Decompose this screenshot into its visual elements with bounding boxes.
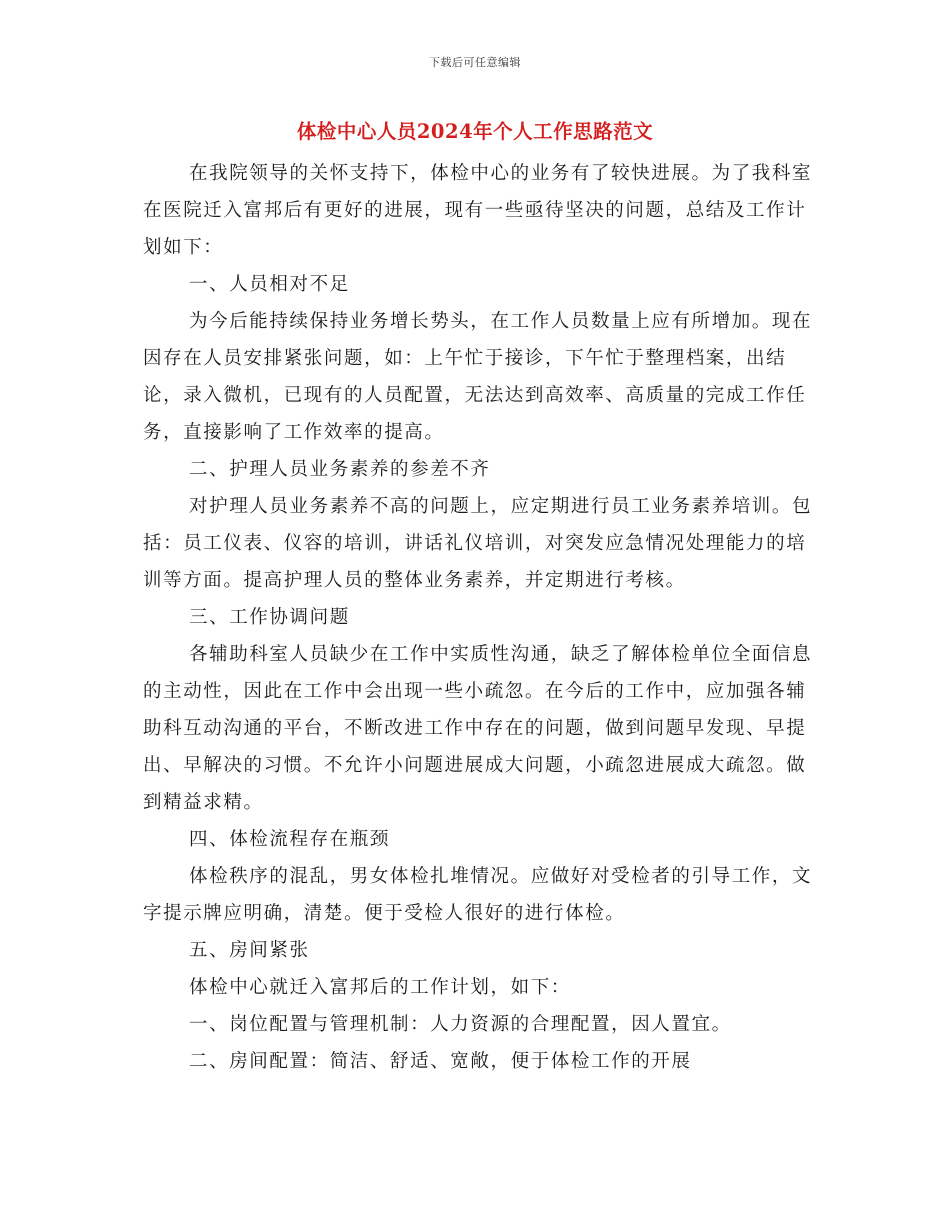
plan-item-1: 一、岗位配置与管理机制：人力资源的合理配置，因人置宜。 xyxy=(189,1014,732,1035)
paragraph-staff-shortage: 为今后能持续保持业务增长势头，在工作人员数量上应有所增加。现在因存在人员安排紧张问题，如：上午忙于接诊，下午忙于整理档案，出结论，录入微机，已现有的人员配置，无法达到高效率、高质量的完成工作任务，直接影响了工作效率的提高。 xyxy=(143,311,813,443)
page-header-note: 下载后可任意编辑 xyxy=(429,56,521,69)
paragraph-work-plan: 体检中心就迁入富邦后的工作计划，如下： xyxy=(189,977,571,998)
section-heading-4: 四、体检流程存在瓶颈 xyxy=(189,829,391,850)
paragraph-coordination: 各辅助科室人员缺少在工作中实质性沟通，缺乏了解体检单位全面信息的主动性，因此在工作中会出现一些小疏忽。在今后的工作中，应加强各辅助科互动沟通的平台，不断改进工作中存在的问题，做到问题早发现、早提出、早解决的习惯。不允许小问题进展成大问题，小疏忽进展成大疏忽。做到精益求精。 xyxy=(143,644,813,813)
intro-paragraph: 在我院领导的关怀支持下，体检中心的业务有了较快进展。为了我科室在医院迁入富邦后有更好的进展，现有一些亟待坚决的问题，总结及工作计划如下： xyxy=(143,163,813,258)
paragraph-process-bottleneck: 体检秩序的混乱，男女体检扎堆情况。应做好对受检者的引导工作，文字提示牌应明确，清楚。便于受检人很好的进行体检。 xyxy=(143,866,813,924)
paragraph-nursing-quality: 对护理人员业务素养不高的问题上，应定期进行员工业务素养培训。包括：员工仪表、仪容的培训，讲话礼仪培训，对突发应急情况处理能力的培训等方面。提高护理人员的整体业务素养，并定期进行考核。 xyxy=(143,496,813,591)
section-heading-3: 三、工作协调问题 xyxy=(189,607,350,628)
section-heading-5: 五、房间紧张 xyxy=(189,940,310,961)
plan-item-2: 二、房间配置：简洁、舒适、宽敞，便于体检工作的开展 xyxy=(189,1051,692,1072)
section-heading-1: 一、人员相对不足 xyxy=(189,274,350,295)
section-heading-2: 二、护理人员业务素养的参差不齐 xyxy=(189,459,491,480)
document-body xyxy=(143,155,813,1080)
document-title: 体检中心人员2024年个人工作思路范文 xyxy=(296,120,654,143)
